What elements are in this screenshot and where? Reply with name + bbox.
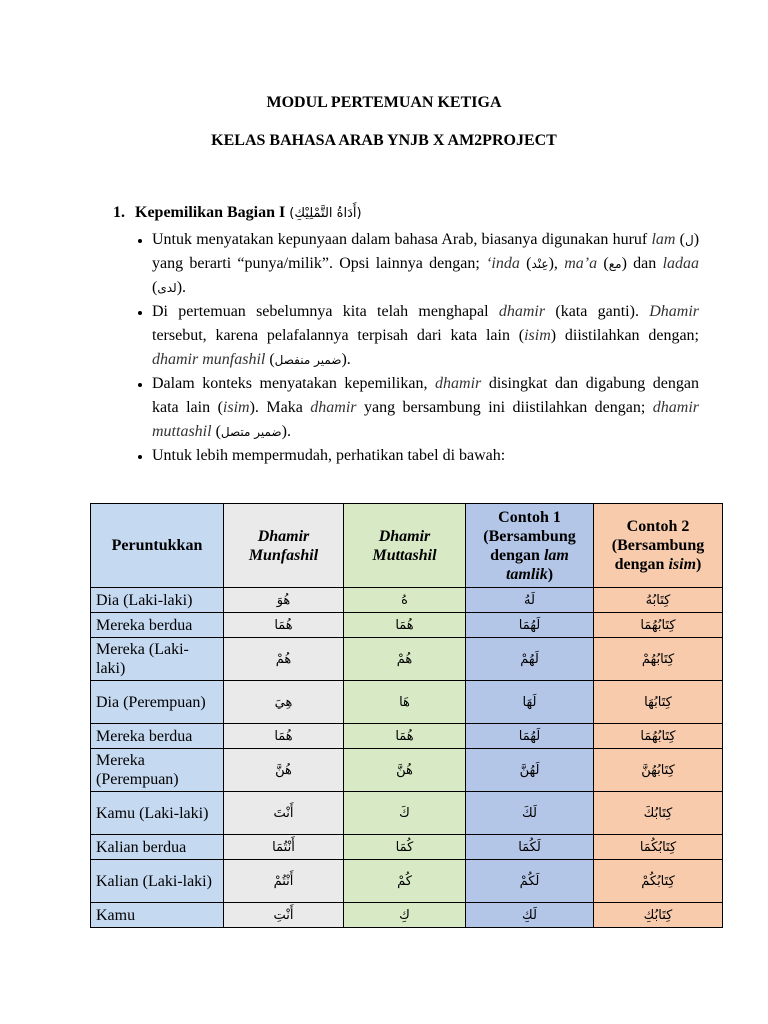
text: ), (548, 255, 565, 272)
row-label: Kalian berdua (91, 835, 224, 860)
italic-term: isim (222, 399, 250, 416)
cell-munfashil: أَنْتِ (224, 903, 344, 928)
text: ( (597, 255, 609, 272)
cell-contoh-2: كِتَابُكُمَا (594, 835, 723, 860)
cell-muttashil: كُمَا (344, 835, 466, 860)
arabic-term: ل (684, 233, 694, 247)
cell-muttashil: هَا (344, 681, 466, 724)
row-label: Dia (Laki-laki) (91, 588, 224, 613)
header-italic: isim (668, 556, 697, 573)
cell-contoh-2: كِتَابُهُمَا (594, 724, 723, 749)
row-label: Kalian (Laki-laki) (91, 860, 224, 903)
class-title: KELAS BAHASA ARAB YNJB X AM2PROJECT (211, 132, 557, 149)
header-contoh-2 (594, 504, 723, 588)
text: ) diistilahkan dengan; (550, 327, 699, 344)
cell-contoh-1: لَهُمْ (466, 638, 594, 681)
header-munfashil: Dhamir Munfashil (224, 504, 344, 588)
section-title: Kepemilikan Bagian I (135, 204, 286, 221)
text: ( (152, 279, 158, 296)
cell-munfashil: أَنْتَ (224, 792, 344, 835)
header-muttashil: Dhamir Muttashil (344, 504, 466, 588)
list-item (152, 444, 699, 468)
cell-contoh-2: كِتَابُهَا (594, 681, 723, 724)
table-row (91, 903, 723, 928)
row-label: Kamu (91, 903, 224, 928)
cell-munfashil: هُمْ (224, 638, 344, 681)
arabic-term: ضمير منفصل (274, 353, 342, 367)
cell-contoh-2: كِتَابُهُ (594, 588, 723, 613)
text: (kata ganti). (545, 303, 650, 320)
italic-term: lam (651, 231, 676, 248)
italic-term: Dhamir (649, 303, 700, 320)
header-text: Contoh 1 (Bersambung dengan (483, 508, 576, 564)
cell-muttashil: كَ (344, 792, 466, 835)
table-row (91, 724, 723, 749)
header-text: ) (696, 556, 702, 573)
cell-contoh-1: لَهُمَا (466, 724, 594, 749)
list-item (152, 300, 699, 372)
table-row (91, 638, 723, 681)
list-item (152, 372, 699, 444)
cell-contoh-1: لَكُمَا (466, 835, 594, 860)
table-row (91, 749, 723, 792)
cell-contoh-1: لَكِ (466, 903, 594, 928)
italic-term: dhamir (310, 399, 357, 416)
italic-term: ‘inda (486, 255, 520, 272)
header-peruntukkan: Peruntukkan (91, 504, 224, 588)
module-title: MODUL PERTEMUAN KETIGA (266, 94, 502, 111)
table-row (91, 613, 723, 638)
text: ). (341, 351, 351, 368)
cell-muttashil: هُنَّ (344, 749, 466, 792)
cell-contoh-1: لَهُمَا (466, 613, 594, 638)
cell-muttashil: هُ (344, 588, 466, 613)
cell-muttashil: هُمَا (344, 613, 466, 638)
cell-contoh-1: لَكَ (466, 792, 594, 835)
cell-muttashil: هُمَا (344, 724, 466, 749)
cell-munfashil: أَنْتُمْ (224, 860, 344, 903)
row-label: Mereka (Perempuan) (91, 749, 224, 792)
cell-munfashil: هِيَ (224, 681, 344, 724)
cell-munfashil: أَنْتُمَا (224, 835, 344, 860)
table-row (91, 860, 723, 903)
text: Di pertemuan sebelumnya kita telah menghapal (152, 303, 499, 320)
text: ). (176, 279, 187, 296)
text: ( (265, 351, 275, 368)
text: ) dan (621, 255, 663, 272)
cell-munfashil: هُمَا (224, 724, 344, 749)
table-row (91, 835, 723, 860)
text: ). (281, 423, 291, 440)
section-heading (113, 204, 362, 222)
header-contoh-1 (466, 504, 594, 588)
cell-contoh-2: كِتَابُكِ (594, 903, 723, 928)
cell-munfashil: هُمَا (224, 613, 344, 638)
text: Untuk menyatakan kepunyaan dalam bahasa Arab, biasanya digunakan huruf (152, 231, 652, 248)
row-label: Dia (Perempuan) (91, 681, 224, 724)
section-number: 1. (113, 204, 125, 221)
header-text: Contoh 2 (Bersambung dengan (611, 518, 705, 573)
row-label: Mereka berdua (91, 613, 224, 638)
header-text: ) (547, 565, 554, 583)
bullet-list (131, 228, 699, 468)
cell-munfashil: هُنَّ (224, 749, 344, 792)
cell-muttashil: كُمْ (344, 860, 466, 903)
arabic-term: ضمير متصل (220, 425, 282, 439)
cell-contoh-2: كِتَابُهُنَّ (594, 749, 723, 792)
table-row (91, 588, 723, 613)
italic-term: dhamir (435, 375, 482, 392)
row-label: Mereka (Laki-laki) (91, 638, 224, 681)
cell-contoh-2: كِتَابُكُمْ (594, 860, 723, 903)
text: ). Maka (249, 399, 311, 416)
arabic-term: لدى (157, 281, 177, 295)
italic-term: dhamir munfashil (152, 351, 266, 368)
header-italic: lam tamlik (505, 546, 569, 583)
text: ( (519, 255, 532, 272)
cell-muttashil: هُمْ (344, 638, 466, 681)
row-label: Kamu (Laki-laki) (91, 792, 224, 835)
text: ( (211, 423, 221, 440)
cell-contoh-1: لَهُ (466, 588, 594, 613)
cell-contoh-2: كِتَابُهُمَا (594, 613, 723, 638)
text: disingkat dan digabung dengan kata lain ( (152, 375, 699, 416)
table-row (91, 681, 723, 724)
italic-term: isim (524, 327, 551, 344)
text: Dalam konteks menyatakan kepemilikan, (152, 375, 436, 392)
cell-contoh-1: لَهُنَّ (466, 749, 594, 792)
text: Untuk lebih mempermudah, perhatikan tabel di bawah: (152, 447, 506, 464)
italic-term: ladaa (662, 255, 700, 272)
table-header-row (91, 504, 723, 588)
cell-muttashil: كِ (344, 903, 466, 928)
arabic-term: عِنْد (531, 257, 549, 271)
arabic-term: مع (608, 257, 622, 271)
cell-contoh-1: لَهَا (466, 681, 594, 724)
row-label: Mereka berdua (91, 724, 224, 749)
cell-contoh-1: لَكُمْ (466, 860, 594, 903)
dhamir-table (90, 503, 723, 928)
text: ( (675, 231, 685, 248)
cell-contoh-2: كِتَابُهُمْ (594, 638, 723, 681)
table-row (91, 792, 723, 835)
italic-term: dhamir muttashil (152, 399, 700, 440)
text: yang bersambung ini diistilahkan dengan; (356, 399, 653, 416)
section-arabic: (أَدَاةُ التَّمْلِيْكِ) (289, 206, 362, 221)
italic-term: dhamir (498, 303, 546, 320)
cell-munfashil: هُوَ (224, 588, 344, 613)
text: ) yang berarti “punya/milik”. Opsi lainnya dengan; (152, 231, 700, 272)
cell-contoh-2: كِتَابُكَ (594, 792, 723, 835)
text: tersebut, karena pelafalannya terpisah dari kata lain ( (152, 327, 525, 344)
italic-term: ma’a (564, 255, 598, 272)
list-item (152, 228, 699, 300)
